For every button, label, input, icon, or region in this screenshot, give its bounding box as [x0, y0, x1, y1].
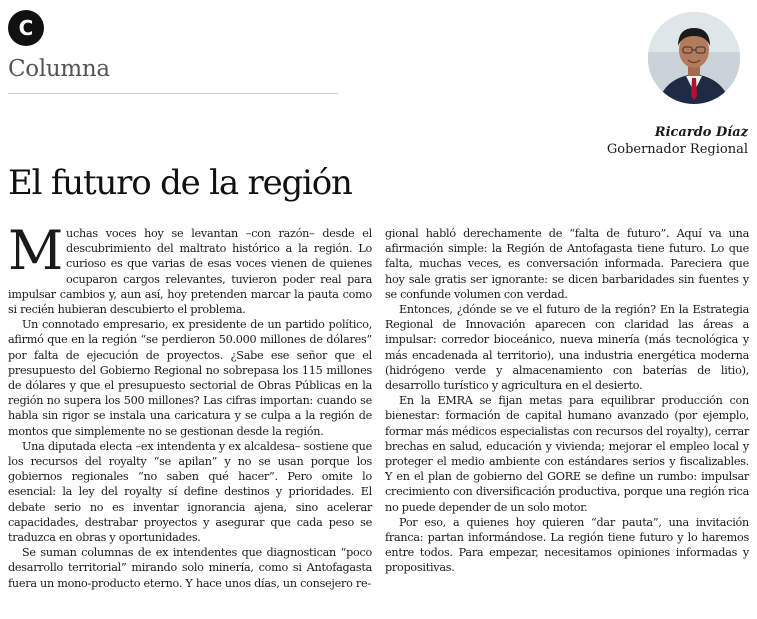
- author-role: Gobernador Regional: [606, 142, 748, 157]
- author-portrait-icon: [648, 12, 740, 104]
- article-paragraph: Por eso, a quienes hoy quieren “dar pauta”, una invitación franca: partan informándose. La región tiene futuro y lo haremos entre todos. Para empezar, necesitamos opiniones informadas y propositivas.: [385, 515, 749, 575]
- article-column-left: [8, 219, 372, 591]
- section-label: Columna: [8, 56, 110, 82]
- paragraph-text: uchas voces hoy se levantan –con razón– desde el descubrimiento del maltrato histórico a la región. Lo curioso es que varias de esas voces vienen de quienes ocuparon cargos relevantes, tuvieron poder real para impulsar cambios y, aun así, hoy pretenden marcar la pauta como si recién hubieran descubierto el problema.: [8, 227, 372, 317]
- article-paragraph: [8, 219, 372, 317]
- article-paragraph: gional habló derechamente de “falta de futuro”. Aquí va una afirmación simple: la Región de Antofagasta tiene futuro. Lo que falta, muchas veces, es conversación informada. Pareciera que hoy sale gratis ser ignorante: se dicen barbaridades sin fuentes y se confunde volumen con verdad.: [385, 227, 749, 301]
- article-paragraph: Entonces, ¿dónde se ve el futuro de la región? En la Estrategia Regional de Innovación aparecen con claridad las áreas a impulsar: corredor bioceánico, nueva minería (más tecnológica y más encadenada al territorio), una industria energética moderna (hidrógeno verde y almacenamiento con baterías de litio), desarrollo turístico y agricultura en el desierto.: [385, 303, 749, 393]
- article-column-right: [385, 226, 749, 576]
- author-name: Ricardo Díaz: [654, 125, 748, 140]
- column-badge: [8, 10, 44, 46]
- article-paragraph: Se suman columnas de ex intendentes que diagnostican “poco desarrollo territorial” mirando solo minería, como si Antofagasta fuera un mono-producto eterno. Y hace unos días, un consejero re-: [8, 546, 372, 590]
- author-photo: [648, 12, 740, 104]
- author-byline: [607, 124, 748, 158]
- section-divider: [8, 93, 338, 94]
- article-paragraph: Un connotado empresario, ex presidente de un partido político, afirmó que en la región “se perdieron 50.000 millones de dólares” por falta de ejecución de proyectos. ¿Sabe ese señor que el presupuesto del Gobierno Regional no sobrepasa los 115 millones de dólares y que el presupuesto sectorial de Obras Públicas en la región no supera los 500 millones? Las cifras importan: cuando se habla sin rigor se instala una caricatura y se culpa a la región de montos que simplemente no se gestionan desde la región.: [8, 318, 372, 438]
- drop-cap: M: [8, 219, 64, 282]
- article-paragraph: En la EMRA se fijan metas para equilibrar producción con bienestar: formación de capital humano avanzado (por ejemplo, formar más médicos especialistas con recursos del royalty), cerrar brechas en salud, educación y vivienda; mejorar el empleo local y proteger el medio ambiente con estándares serios y fiscalizables. Y en el plan de gobierno del GORE se define un rumbo: impulsar crecimiento con diversificación productiva, porque una región rica no puede depender de un solo motor.: [385, 394, 749, 514]
- article-title: El futuro de la región: [8, 163, 352, 203]
- article-paragraph: Una diputada electa –ex intendenta y ex alcaldesa– sostiene que los recursos del royalty “se apilan” y no se usan porque los gobiernos regionales “no saben qué hacer”. Pero omite lo esencial: la ley del royalty sí define destinos y prioridades. El debate serio no es inventar ignorancia ajena, sino acelerar capacidades, destrabar proyectos y asegurar que cada peso se traduzca en obras y oportunidades.: [8, 439, 372, 545]
- column-badge-letter: C: [18, 16, 34, 40]
